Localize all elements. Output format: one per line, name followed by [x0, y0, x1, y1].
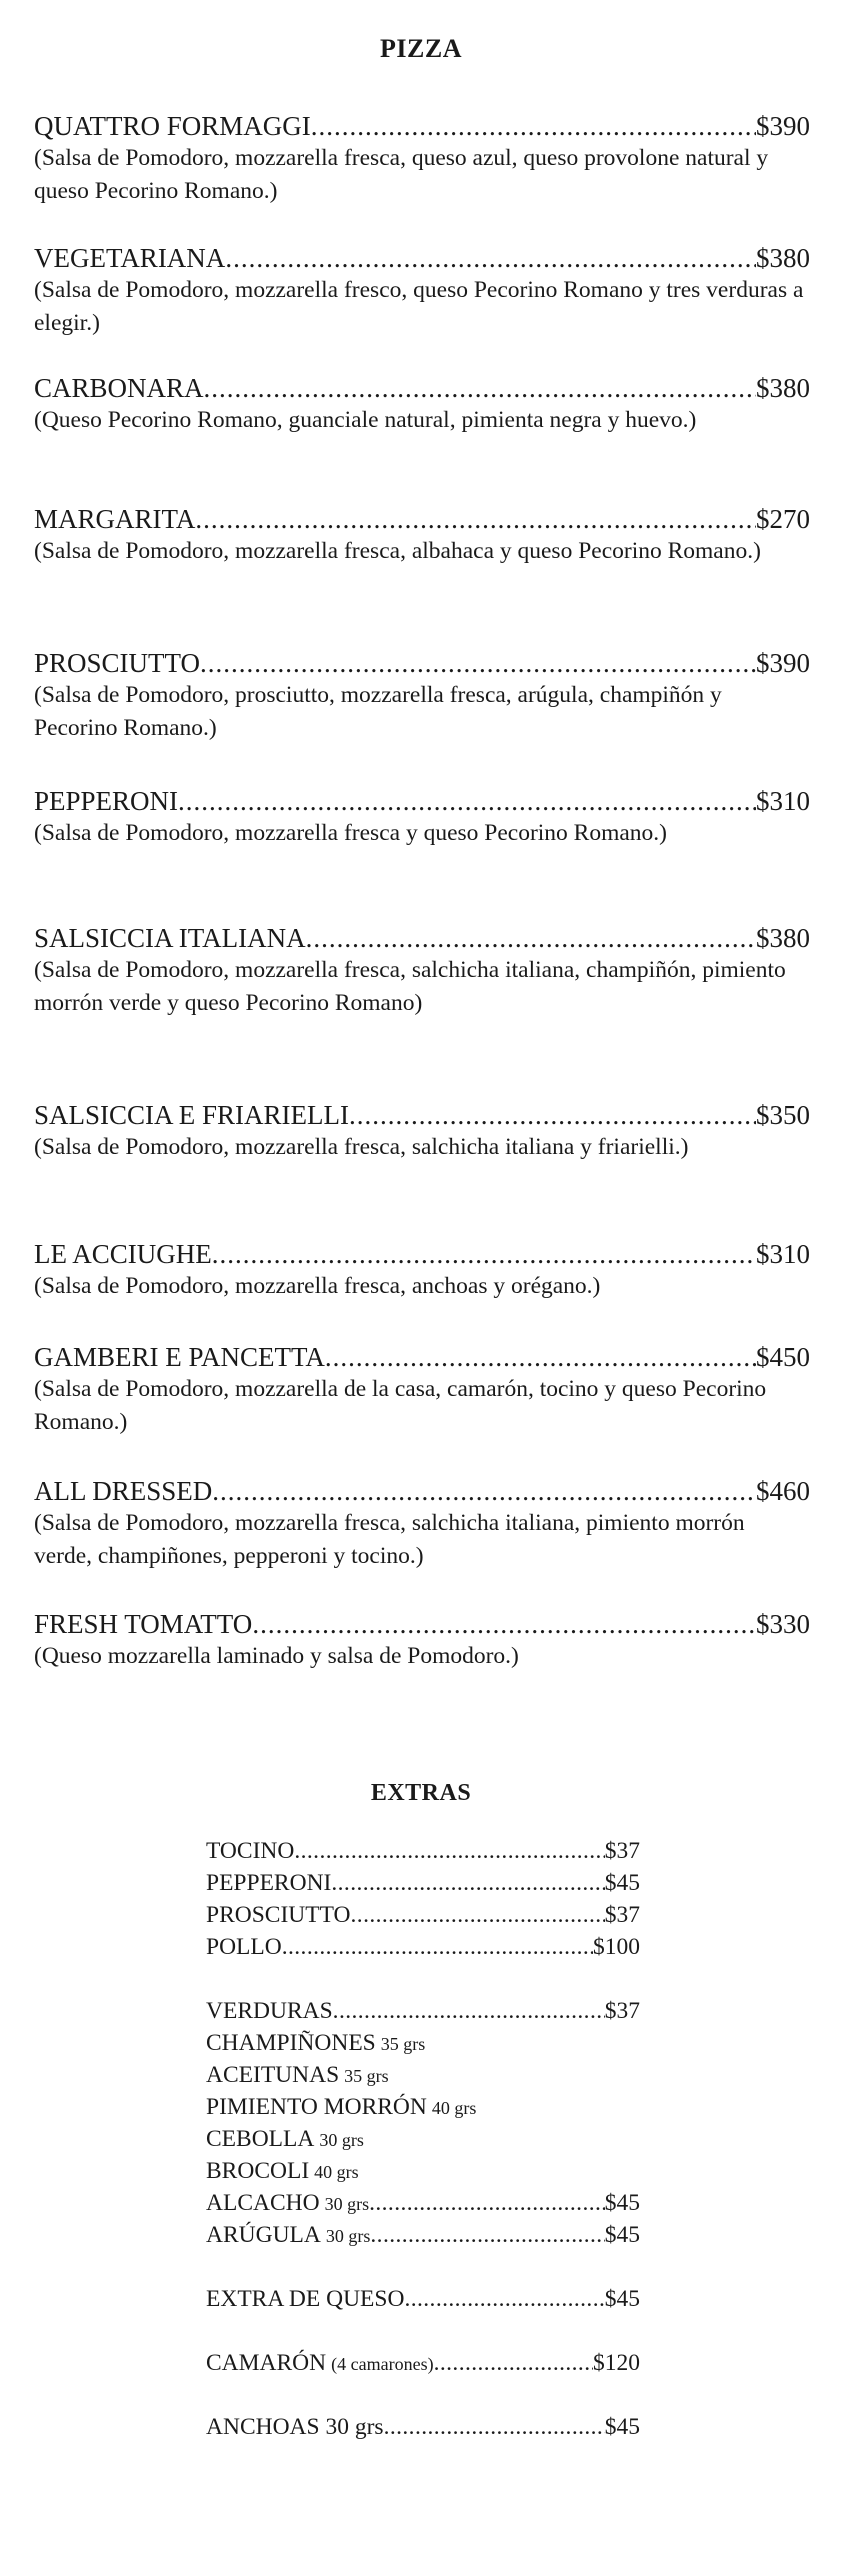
menu-item: [34, 1608, 810, 1673]
extra-item-price: $45: [604, 2286, 640, 2312]
extra-item-weight: 35 grs: [344, 2066, 389, 2086]
extra-item-weight: 40 grs: [431, 2098, 477, 2118]
dot-leader: [351, 1899, 605, 1931]
dot-leader: [212, 1475, 756, 1507]
extra-item-name: CAMARÓN: [206, 2350, 327, 2376]
menu-item: [34, 242, 810, 340]
extra-item: [206, 2411, 640, 2443]
menu-item-name: VEGETARIANA: [34, 243, 226, 273]
extra-item-name: TOCINO: [206, 1838, 295, 1864]
extra-item-name: PEPPERONI: [206, 1870, 332, 1896]
extra-item-name: EXTRA DE QUESO: [206, 2286, 405, 2312]
extra-item: [206, 2187, 640, 2220]
menu-item-description: (Salsa de Pomodoro, mozzarella fresca, salchicha italiana y friarielli.): [34, 1134, 689, 1160]
extra-item-price: $45: [604, 1870, 640, 1896]
extra-item: [206, 2347, 640, 2380]
menu-item-name: QUATTRO FORMAGGI: [34, 111, 311, 141]
dot-leader: [404, 2283, 604, 2315]
menu-item: [34, 110, 810, 208]
menu-item-price: $390: [756, 111, 810, 141]
menu-item-name: LE ACCIUGHE: [34, 1239, 212, 1269]
dot-leader: [294, 1835, 604, 1867]
extra-item-weight: 40 grs: [314, 2162, 359, 2182]
dot-leader: [370, 2219, 604, 2251]
extra-item: [206, 2027, 425, 2060]
dot-leader: [306, 922, 756, 954]
extra-item-price: $45: [604, 2222, 640, 2248]
menu-item-description: (Salsa de Pomodoro, prosciutto, mozzarella fresca, arúgula, champiñón y Pecorino Romano.): [34, 682, 722, 741]
extra-item-price: $37: [604, 1902, 640, 1928]
menu-item-description: (Salsa de Pomodoro, mozzarella fresca, anchoas y orégano.): [34, 1273, 601, 1299]
extra-item-price: $100: [593, 1934, 640, 1960]
dot-leader: [212, 1238, 756, 1270]
menu-item-price: $380: [756, 243, 810, 273]
menu-item-name: FRESH TOMATTO: [34, 1609, 253, 1639]
menu-item-price: $380: [756, 373, 810, 403]
menu-item-name: GAMBERI E PANCETTA: [34, 1342, 325, 1372]
extra-item: [206, 2283, 640, 2315]
extra-item-price: $37: [604, 1998, 640, 2024]
extra-item: [206, 1899, 640, 1931]
extra-item-name: CHAMPIÑONES: [206, 2030, 376, 2056]
menu-item-name: ALL DRESSED: [34, 1476, 213, 1506]
menu-item-description: (Salsa de Pomodoro, mozzarella fresca, salchicha italiana, champiñón, pimiento morrón verde y queso Pecorino Romano): [34, 957, 786, 1016]
extra-item-price: $120: [593, 2350, 640, 2376]
extra-item-price: $45: [604, 2190, 640, 2216]
dot-leader: [204, 372, 756, 404]
menu-item: [34, 1099, 810, 1164]
extra-item: [206, 1835, 640, 1867]
extra-item: [206, 1931, 640, 1963]
dot-leader: [200, 647, 756, 679]
menu-item-name: SALSICCIA E FRIARIELLI: [34, 1100, 350, 1130]
dot-leader: [282, 1931, 593, 1963]
dot-leader: [434, 2347, 593, 2379]
menu-item-description: (Queso Pecorino Romano, guanciale natural, pimienta negra y huevo.): [34, 407, 697, 433]
pizza-section-title: PIZZA: [380, 34, 462, 63]
extra-item-name: BROCOLI: [206, 2158, 310, 2184]
menu-item: [34, 785, 810, 850]
menu-item-price: $270: [756, 504, 810, 534]
dot-leader: [331, 1867, 604, 1899]
extra-item-name: PIMIENTO MORRÓN: [206, 2094, 427, 2120]
menu-item: [34, 1341, 810, 1439]
menu-item-name: SALSICCIA ITALIANA: [34, 923, 306, 953]
extras-section-title: EXTRAS: [370, 1780, 472, 1806]
extra-item-name: ARÚGULA: [206, 2222, 321, 2248]
extra-item-name: ALCACHO: [206, 2190, 320, 2216]
menu-item-price: $330: [756, 1609, 810, 1639]
extra-item-weight: 30 grs: [319, 2130, 364, 2150]
extra-item: [206, 1867, 640, 1899]
dot-leader: [333, 1995, 605, 2027]
menu-item: [34, 503, 810, 568]
extra-item-name: PROSCIUTTO: [206, 1902, 351, 1928]
dot-leader: [384, 2411, 605, 2443]
menu-item-name: MARGARITA: [34, 504, 196, 534]
menu-item-price: $450: [756, 1342, 810, 1372]
extra-item: [206, 2219, 640, 2252]
dot-leader: [349, 1099, 756, 1131]
menu-item-description: (Salsa de Pomodoro, mozzarella fresco, queso Pecorino Romano y tres verduras a elegir.): [34, 277, 804, 336]
menu-item: [34, 922, 810, 1020]
menu-item: [34, 647, 810, 745]
menu-item-description: (Queso mozzarella laminado y salsa de Pomodoro.): [34, 1643, 519, 1669]
extra-item-name: CEBOLLA: [206, 2126, 315, 2152]
menu-item-name: PROSCIUTTO: [34, 648, 201, 678]
menu-item: [34, 1238, 810, 1303]
extra-item-name: ANCHOAS 30 grs: [206, 2414, 384, 2440]
extra-item: [206, 2059, 389, 2092]
menu-item-price: $310: [756, 786, 810, 816]
extra-item: [206, 2091, 476, 2124]
menu-item-description: (Salsa de Pomodoro, mozzarella fresca y queso Pecorino Romano.): [34, 820, 668, 846]
menu-item: [34, 372, 810, 437]
extra-item-price: $37: [604, 1838, 640, 1864]
extra-item: [206, 2155, 359, 2188]
dot-leader: [325, 1341, 756, 1373]
menu-item-price: $380: [756, 923, 810, 953]
extra-item-weight: 35 grs: [380, 2034, 426, 2054]
dot-leader: [252, 1608, 756, 1640]
dot-leader: [195, 503, 756, 535]
dot-leader: [311, 110, 756, 142]
menu-item: [34, 1475, 810, 1573]
extra-item: [206, 1995, 640, 2027]
menu-item-name: PEPPERONI: [34, 786, 179, 816]
menu-item-price: $310: [756, 1239, 810, 1269]
menu-item-name: CARBONARA: [34, 373, 204, 403]
menu-item-price: $350: [756, 1100, 810, 1130]
extra-item-quantity-note: (4 camarones): [331, 2354, 434, 2374]
menu-item-price: $460: [756, 1476, 810, 1506]
menu-item-description: (Salsa de Pomodoro, mozzarella fresca, queso azul, queso provolone natural y queso Pecorino Romano.): [34, 145, 769, 204]
extra-item-name: ACEITUNAS: [206, 2062, 340, 2088]
menu-item-description: (Salsa de Pomodoro, mozzarella de la casa, camarón, tocino y queso Pecorino Romano.): [34, 1376, 767, 1435]
menu-item-description: (Salsa de Pomodoro, mozzarella fresca, salchicha italiana, pimiento morrón verde, champiñones, pepperoni y tocino.): [34, 1510, 745, 1569]
dot-leader: [225, 242, 756, 274]
extra-item-weight: 30 grs: [324, 2194, 370, 2214]
extra-item-name: VERDURAS: [206, 1998, 333, 2024]
menu-item-price: $390: [756, 648, 810, 678]
dot-leader: [369, 2187, 605, 2219]
extra-item-price: $45: [604, 2414, 640, 2440]
menu-item-description: (Salsa de Pomodoro, mozzarella fresca, albahaca y queso Pecorino Romano.): [34, 538, 761, 564]
extra-item-weight: 30 grs: [325, 2226, 371, 2246]
extra-item: [206, 2123, 364, 2156]
dot-leader: [178, 785, 756, 817]
extra-item-name: POLLO: [206, 1934, 282, 1960]
